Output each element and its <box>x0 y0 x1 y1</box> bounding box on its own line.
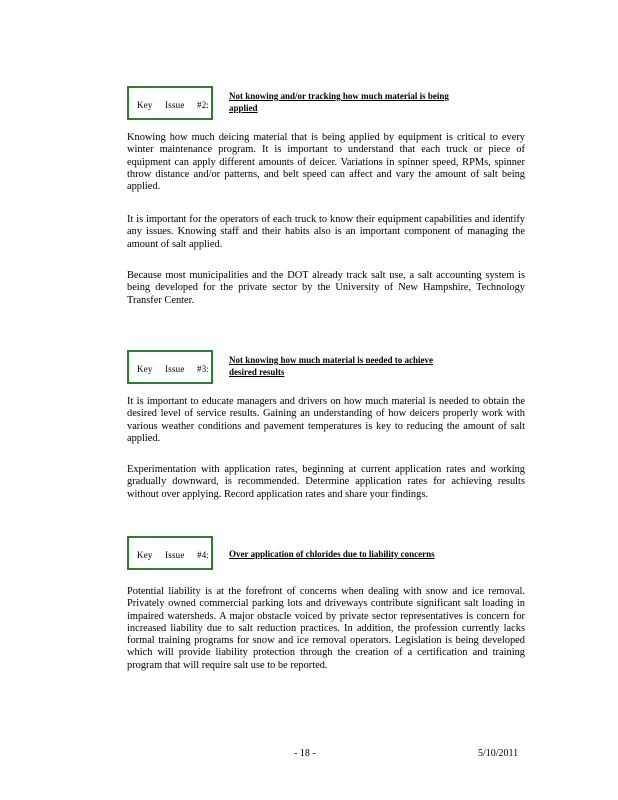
key-issue-3-heading <box>229 354 529 378</box>
key-issue-3-heading-line1: Not knowing how much material is needed to achieve <box>229 355 433 365</box>
issue-4-paragraph-1: Potential liability is at the forefront of concerns when dealing with snow and ice removal. Privately owned commercial parking lots and driveways contribute significant salt loading in impaired watersheds. A major obstacle voiced by private sector representatives is concern for increased liability due to salt reduction practices. In addition, the profession currently lacks formal training programs for snow and ice removal operators. Legislation is being developed which will provide liability protection through the creation of a certification and training program that will require salt use to be reported. <box>127 586 525 671</box>
issue-3-paragraph-1: It is important to educate managers and drivers on how much material is needed to obtain the desired level of service results. Gaining an understanding of how deicers properly work with various weather conditions and pavement temperatures is key to reducing the amount of salt applied. <box>127 396 525 444</box>
key-issue-3-label: Key Issue #3: <box>137 364 210 374</box>
key-issue-2-heading-line2: applied <box>229 103 258 113</box>
page-number: - 18 - <box>294 748 316 759</box>
key-issue-3-heading-line2: desired results <box>229 367 285 377</box>
key-issue-2-heading-line1: Not knowing and/or tracking how much material is being <box>229 91 449 101</box>
issue-2-paragraph-1: Knowing how much deicing material that is being applied by equipment is critical to every winter maintenance program. It is important to understand that each truck or piece of equipment can apply different amounts of deicer. Variations in spinner speed, RPMs, spinner throw distance and/or patterns, and belt speed can affect and vary the amount of salt being applied. <box>127 132 525 193</box>
key-issue-4-heading <box>229 548 529 560</box>
footer-date: 5/10/2011 <box>478 748 519 759</box>
issue-2-paragraph-3: Because most municipalities and the DOT already track salt use, a salt accounting system is being developed for the private sector by the University of New Hampshire, Technology Transfer Center. <box>127 270 525 306</box>
key-issue-4-label: Key Issue #4: <box>137 550 210 560</box>
key-issue-2-heading <box>229 90 529 114</box>
key-issue-2-box <box>127 86 213 120</box>
key-issue-2-label: Key Issue #2: <box>137 100 210 110</box>
key-issue-3-box <box>127 350 213 384</box>
issue-3-paragraph-2: Experimentation with application rates, beginning at current application rates and working gradually downward, is recommended. Determine application rates for achieving results without over applying. Record application rates and share your findings. <box>127 464 525 500</box>
issue-2-paragraph-2: It is important for the operators of each truck to know their equipment capabilities and identify any issues. Knowing staff and their habits also is an important component of managing the amount of salt applied. <box>127 214 525 250</box>
key-issue-4-box <box>127 536 213 570</box>
key-issue-4-heading-line1: Over application of chlorides due to liability concerns <box>229 549 435 559</box>
